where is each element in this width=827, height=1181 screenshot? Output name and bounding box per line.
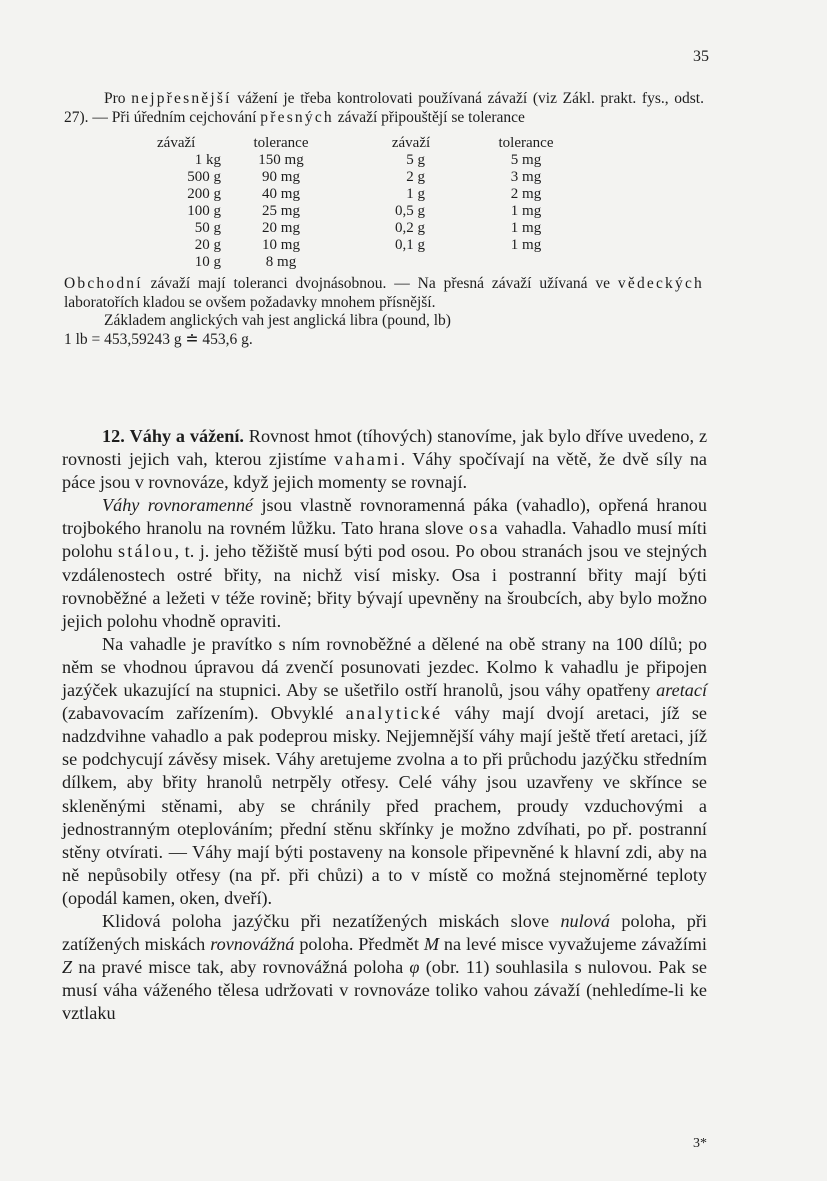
section-title: Váhy a vážení. [129, 426, 244, 446]
header-weight-1: závaží [157, 135, 196, 151]
table-cell: 200 g [187, 186, 221, 202]
table-cell: 90 mg [262, 169, 300, 185]
header-tolerance-2: tolerance [498, 135, 554, 151]
tolerance-table [157, 135, 601, 271]
pound-formula: 1 lb = 453,59243 g ≐ 453,6 g. [64, 330, 253, 348]
table-cell: 0,1 g [395, 237, 425, 253]
table-row [157, 186, 601, 203]
table-cell: 50 g [194, 220, 221, 236]
table-cell: 10 mg [262, 237, 300, 253]
table-cell: 1 g [406, 186, 425, 202]
table-cell: 150 mg [258, 152, 304, 168]
intro-block [64, 90, 704, 349]
table-cell: 1 mg [510, 237, 542, 253]
table-row [157, 203, 601, 220]
table-cell: 25 mg [262, 203, 300, 219]
table-cell: 5 g [406, 152, 425, 168]
commercial-paragraph: Obchodní závaží mají toleranci dvojnásobnou. — Na přesná závaží užívaná ve vědeckých laboratořích kladou se ovšem požadavky mnohem přísnější. [64, 275, 704, 311]
table-row [157, 237, 601, 254]
table-cell: 0,5 g [395, 203, 425, 219]
table-row [157, 169, 601, 186]
table-cell [341, 254, 451, 271]
table-cell: 2 g [406, 169, 425, 185]
table-cell: 0,2 g [395, 220, 425, 236]
table-cell: 500 g [187, 169, 221, 185]
table-row [157, 220, 601, 237]
table-cell: 1 kg [194, 152, 221, 168]
table-cell: 3 mg [510, 169, 542, 185]
table-cell: 40 mg [262, 186, 300, 202]
table-cell: 100 g [187, 203, 221, 219]
table-cell: 10 g [194, 254, 221, 270]
header-weight-2: závaží [391, 135, 431, 151]
section-paragraph-1: 12. Váhy a vážení. Rovnost hmot (tíhových) stanovíme, jak bylo dříve uvedeno, z rovnosti jejich vah, kterou zjistíme vahami. Váhy spočívají na větě, že dvě síly na páce jsou v rovnováze, když jejich momenty se rovnají. [62, 426, 708, 493]
section-paragraph-3: Na vahadle je pravítko s ním rovnoběžné a dělené na obě strany na 100 dílů; po něm se vhodnou úpravou dá zvenčí posunovati jezdec. Kolmo k vahadlu je připojen jazýček ukazující na stupnici. Aby se ušetřilo ostří hranolů, jsou váhy opatřeny aretací (zabavovacím zařízením). Obvyklé analytické váhy mají dvojí aretaci, jíž se nadzdvihne vahadlo a pak podeprou misky. Nejjemnější váhy mají ještě třetí aretaci, jíž se podchycují závěsy misek. Váhy aretujeme zvolna a to při průchodu jazýčku středním dílkem, aby břity hranolů netrpěly otřesy. Celé váhy jsou uzavřeny ve skřínce se skleněnými stěnami, aby se chránily před prachem, proudy vzduchovými a jednostranným oteplováním; přední stěnu skřínky je možno zdvíhati, po př. postranní stěny otvírati. — Váhy mají býti postaveny na konsole připevněné k hlavní zdi, aby na ně nepůsobily otřesy (na př. při chůzi) a to v místě co možná stejnoměrné teploty (opodál kamen, oken, dveří). [62, 633, 707, 908]
table-cell: 5 mg [510, 152, 542, 168]
table-cell: 1 mg [510, 220, 542, 236]
table-row [157, 254, 601, 271]
table-row [157, 152, 601, 169]
header-tolerance-1: tolerance [253, 135, 309, 151]
table-cell: 20 mg [262, 220, 300, 236]
section-paragraph-4: Klidová poloha jazýčku při nezatížených miskách slove nulová poloha, při zatížených miskách rovnovážná poloha. Předmět M na levé misce vyvažujeme závažími Z na pravé misce tak, aby rovnovážná poloha φ (obr. 11) souhlasila s nulovou. Pak se musí váha váženého tělesa udržovati v rovnováze toliko vahou závaží (nehledíme-li ke vztlaku [62, 910, 708, 1024]
pound-paragraph: Základem anglických vah jest anglická libra (pound, lb) [104, 312, 451, 329]
table-cell [451, 254, 601, 271]
table-cell: 1 mg [510, 203, 542, 219]
table-cell: 20 g [194, 237, 221, 253]
section-number: 12. [102, 426, 125, 446]
tolerance-table-header [157, 135, 601, 152]
section-paragraph-2: Váhy rovnoramenné jsou vlastně rovnoramenná páka (vahadlo), opřená hranou trojbokého hranolu na rovném lůžku. Tato hrana slove osa vahadla. Vahadlo musí míti polohu stálou, t. j. jeho těžiště musí býti pod osou. Po obou stranách jsou ve stejných vzdálenostech ostré břity, na nichž visí misky. Osa i postranní břity mají býti rovnoběžné a ležeti v téže rovině; břity bývají upevněny na šroubcích, aby bylo možno jejich polohu vhodně opraviti. [62, 495, 707, 631]
table-cell: 8 mg [265, 254, 297, 270]
signature-mark: 3* [693, 1136, 707, 1151]
main-text [62, 425, 707, 1025]
page-number: 35 [693, 48, 709, 65]
intro-paragraph: Pro nejpřesnější vážení je třeba kontrolovati používaná závaží (viz Zákl. prakt. fys., odst. 27). — Při úředním cejchování přesných závaží připouštějí se tolerance [64, 90, 704, 126]
table-cell: 2 mg [510, 186, 542, 202]
